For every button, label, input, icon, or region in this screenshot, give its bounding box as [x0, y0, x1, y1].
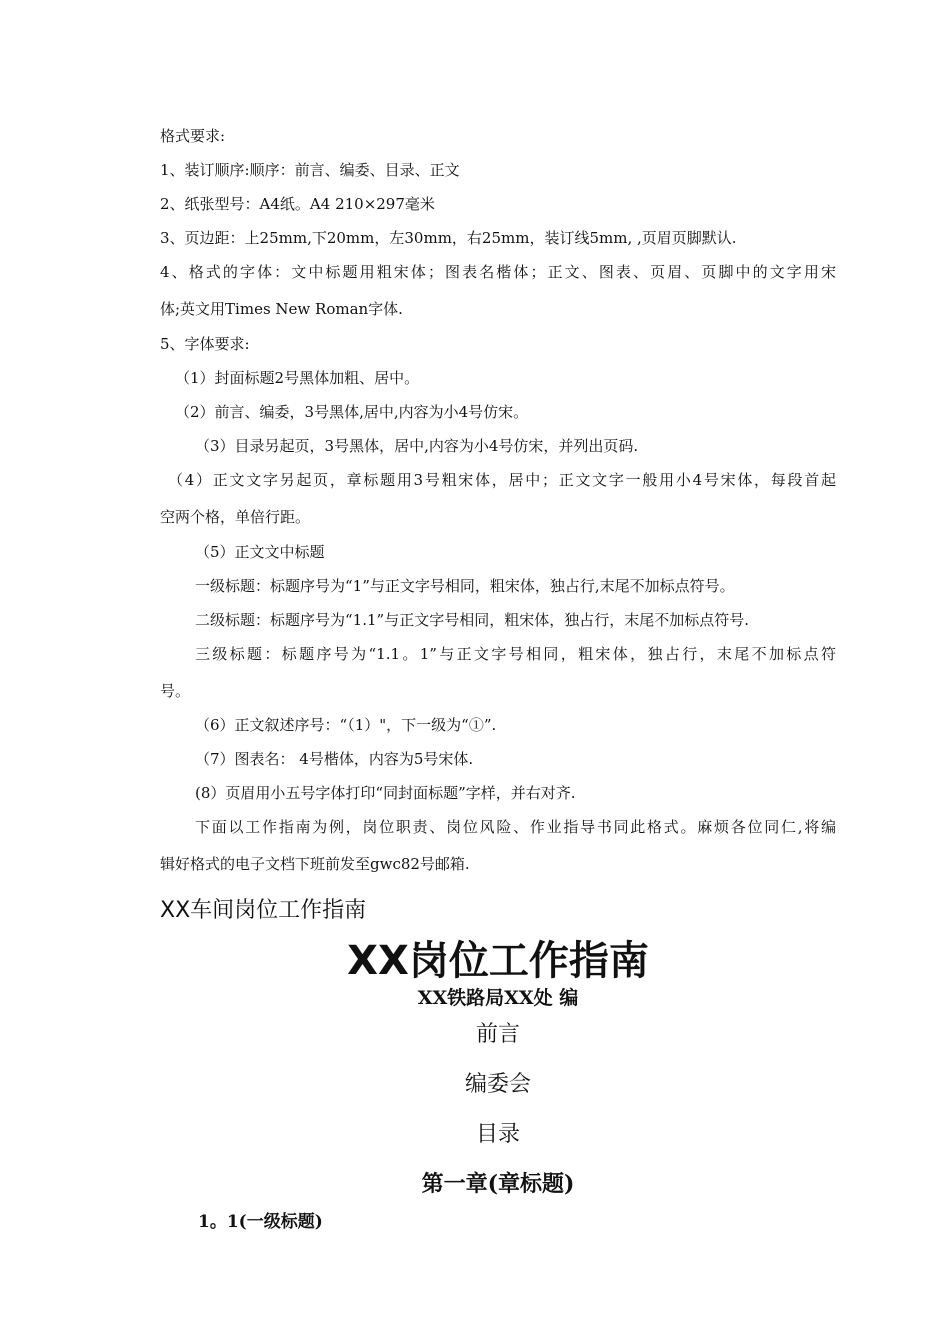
font-rule-1: （1）封面标题2号黑体加粗、居中。: [175, 369, 420, 387]
font-rule-3: （3）目录另起页，3号黑体，居中,内容为小4号仿宋，并列出页码.: [195, 437, 639, 455]
font-rule-7: （7）图表名： 4号楷体，内容为5号宋体.: [195, 750, 474, 768]
format-item-5: 5、字体要求:: [160, 335, 250, 353]
font-rule-6: （6）正文叙述序号：“（1）"，下一级为“①”.: [195, 716, 497, 734]
format-item-2: 2、纸张型号：A4纸。A4 210×297毫米: [160, 195, 435, 213]
level-3-heading-rule-line-1: 三级标题：标题序号为“1.1。1”与正文字号相同，粗宋体，独占行，末尾不加标点符: [195, 645, 836, 663]
font-rule-4-line-1: （4）正文文字另起页，章标题用3号粗宋体，居中；正文文字一般用小4号宋体，每段首起: [168, 471, 836, 489]
closing-note-line-2: 辑好格式的电子文档下班前发至gwc82号邮箱.: [160, 855, 470, 873]
editor-line: XX铁路局XX处 编: [417, 987, 579, 1009]
font-rule-8: (8）页眉用小五号字体打印“同封面标题”字样，并右对齐.: [195, 784, 576, 802]
level-1-heading-sample: 1。1(一级标题): [198, 1212, 323, 1232]
format-item-1: 1、装订顺序:顺序：前言、编委、目录、正文: [160, 161, 460, 179]
font-rule-5: （5）正文文中标题: [195, 543, 325, 561]
font-rule-2: （2）前言、编委，3号黑体,居中,内容为小4号仿宋。: [175, 403, 529, 421]
preface-title: 前言: [475, 1022, 520, 1047]
level-2-heading-rule: 二级标题：标题序号为“1.1”与正文字号相同，粗宋体，独占行，末尾不加标点符号.: [195, 611, 749, 629]
level-1-heading-rule: 一级标题：标题序号为“1”与正文字号相同，粗宋体，独占行,末尾不加标点符号。: [195, 577, 735, 595]
workshop-title: XX车间岗位工作指南: [160, 898, 367, 923]
cover-title: XX岗位工作指南: [347, 938, 649, 984]
format-item-4-line-2: 体;英文用Times New Roman字体.: [160, 300, 403, 318]
format-item-4-line-1: 4、格式的字体：文中标题用粗宋体；图表名楷体；正文、图表、页眉、页脚中的文字用宋: [160, 263, 836, 281]
chapter-title: 第一章(章标题): [421, 1171, 575, 1197]
font-rule-4-line-2: 空两个格，单倍行距。: [160, 508, 311, 526]
committee-title: 编委会: [464, 1072, 531, 1097]
format-heading: 格式要求:: [160, 127, 226, 145]
closing-note-line-1: 下面以工作指南为例，岗位职责、岗位风险、作业指导书同此格式。麻烦各位同仁,将编: [195, 818, 836, 836]
format-item-3: 3、页边距：上25mm,下20mm，左30mm，右25mm，装订线5mm, ,页眉页脚默认.: [160, 229, 737, 247]
toc-title: 目录: [475, 1122, 520, 1147]
level-3-heading-rule-line-2: 号。: [160, 682, 191, 700]
